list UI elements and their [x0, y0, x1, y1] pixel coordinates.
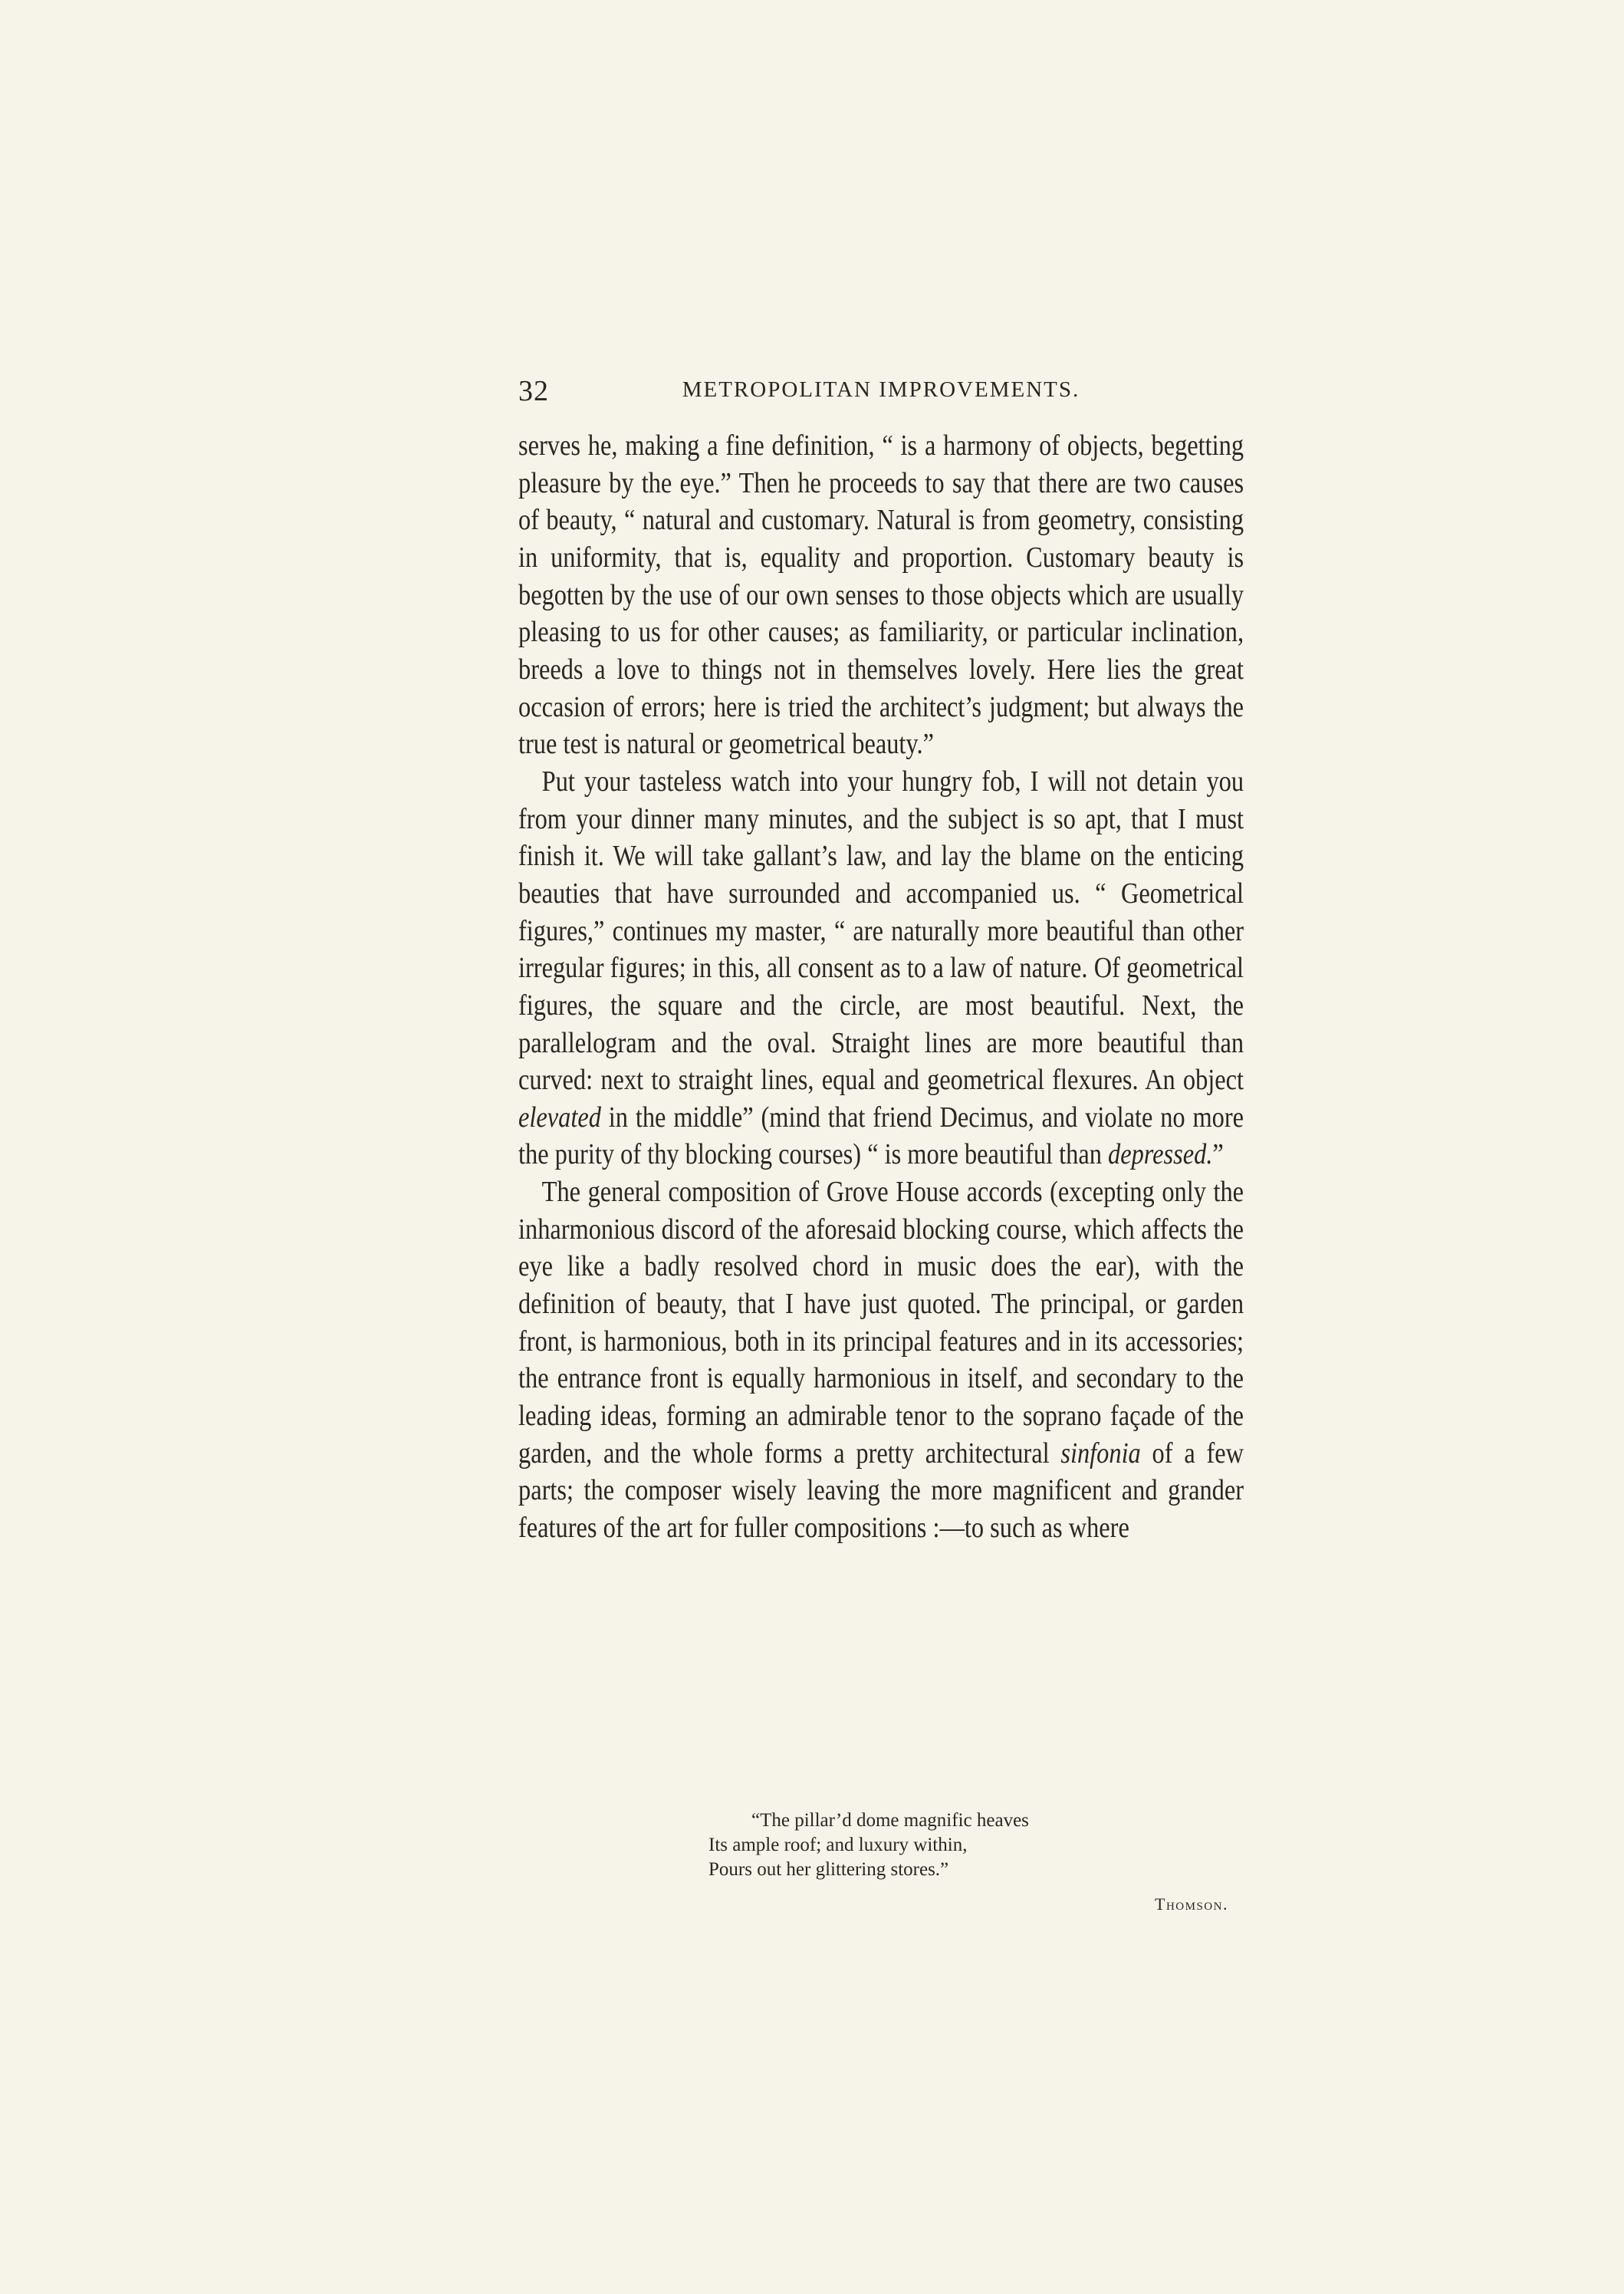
page-number: 32 [518, 375, 549, 407]
paragraph-2 [518, 763, 1244, 1173]
verse-quotation [708, 1809, 1138, 1882]
quote-line: Its ample roof; and luxury within, [708, 1835, 968, 1855]
body-text [518, 427, 1244, 1547]
quote-line: Pours out her glittering stores.” [708, 1859, 949, 1880]
paragraph-3 [518, 1173, 1244, 1547]
paragraph-2-text-b: in the middle” (mind that friend Decimus, and violate no more the purity of thy blocking courses) “ is more beautiful than [518, 1101, 1244, 1171]
paragraph-3-text-b: of a few parts; the composer wisely leaving the more magnificent and grander features of the art for fuller compositions :—to such as where [518, 1437, 1244, 1545]
page-header [518, 374, 1244, 417]
paragraph-1 [518, 427, 1244, 763]
paragraph-1-text: serves he, making a fine definition, “ is a harmony of objects, begetting pleasure by the eye.” Then he proceeds to say that there are two causes of beauty, “ natural and customary. Natural is from geometry, consisting in uniformity, that is, equality and proportion. Customary beauty is begotten by the use of our own senses to those objects which are usually pleasing to us for other causes; as familiarity, or particular inclination, breeds a love to things not in themselves lovely. Here lies the great occasion of errors; here is tried the architect’s judgment; but always the true test is natural or geometrical beauty.” [518, 430, 1244, 761]
quote-attribution: Thomson. [1155, 1894, 1228, 1914]
paragraph-2-text-c: ” [1212, 1138, 1224, 1171]
italic-depressed: depressed. [1108, 1138, 1213, 1171]
paragraph-3-text-a: The general composition of Grove House accords (excepting only the inharmonious discord of the aforesaid blocking course, which affects the eye like a badly resolved chord in music does the ear), with the definition of beauty, that I have just quoted. The principal, or garden front, is harmonious, both in its principal features and in its accessories; the entrance front is equally harmonious in itself, and secondary to the leading ideas, forming an admirable tenor to the soprano façade of the garden, and the whole forms a pretty architectural [518, 1176, 1244, 1470]
paragraph-2-text-a: Put your tasteless watch into your hungry fob, I will not detain you from your dinner many minutes, and the subject is so apt, that I must finish it. We will take gallant’s law, and lay the blame on the enticing beauties that have surrounded and accompanied us. “ Geometrical figures,” continues my master, “ are naturally more beautiful than other irregular figures; in this, all consent as to a law of nature. Of geometrical figures, the square and the circle, are most beautiful. Next, the parallelogram and the oval. Straight lines are more beautiful than curved: next to straight lines, equal and geometrical flexures. An object [518, 765, 1244, 1097]
quote-line: “The pillar’d dome magnific heaves [751, 1810, 1029, 1831]
italic-elevated: elevated [518, 1101, 601, 1134]
italic-sinfonia: sinfonia [1060, 1437, 1141, 1470]
running-head: METROPOLITAN IMPROVEMENTS. [682, 377, 1080, 402]
